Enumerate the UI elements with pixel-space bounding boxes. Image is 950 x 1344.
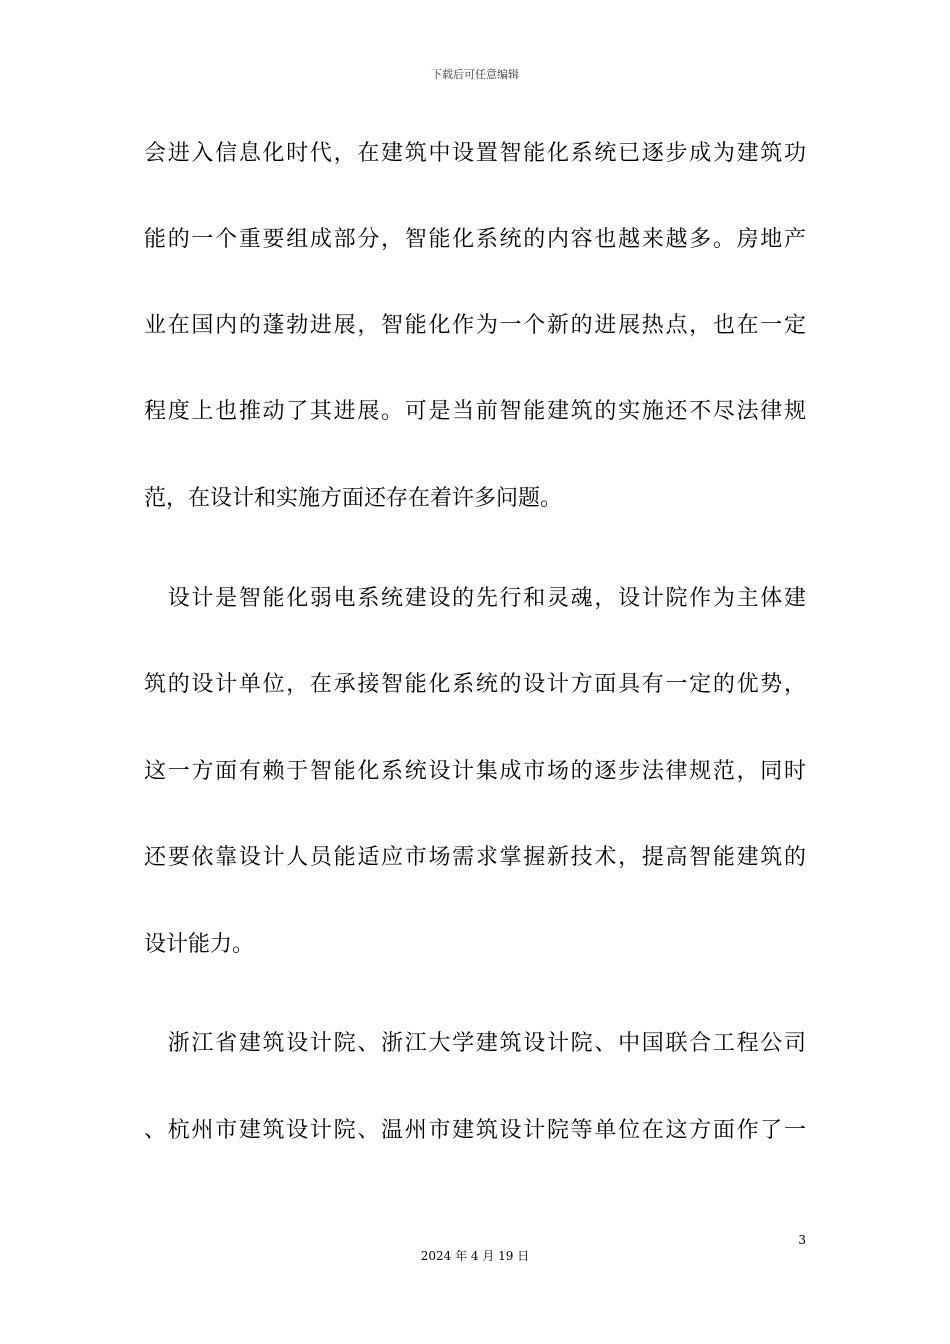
footer-date: 2024 年 4 月 19 日	[420, 1249, 530, 1263]
page-header: 下载后可任意编辑	[431, 68, 519, 81]
paragraph-1-line-5: 范，在设计和实施方面还存在着许多问题。	[144, 486, 563, 511]
paragraph-2-line-3: 这一方面有赖于智能化系统设计集成市场的逐步法律规范，同时	[144, 759, 806, 784]
document-body	[144, 0, 806, 1200]
paragraph-1-line-2: 能的一个重要组成部分，智能化系统的内容也越来越多。房地产	[144, 227, 806, 252]
paragraph-3-line-1: 浙江省建筑设计院、浙江大学建筑设计院、中国联合工程公司	[144, 1031, 806, 1056]
paragraph-2-line-1: 设计是智能化弱电系统建设的先行和灵魂，设计院作为主体建	[144, 586, 806, 611]
paragraph-1-line-3: 业在国内的蓬勃进展，智能化作为一个新的进展热点，也在一定	[144, 313, 806, 338]
paragraph-1-line-1: 会进入信息化时代，在建筑中设置智能化系统已逐步成为建筑功	[144, 141, 806, 166]
paragraph-2-line-4: 还要依靠设计人员能适应市场需求掌握新技术，提高智能建筑的	[144, 845, 806, 870]
paragraph-1-line-4: 程度上也推动了其进展。可是当前智能建筑的实施还不尽法律规	[144, 399, 806, 424]
page-number: 3	[798, 1233, 806, 1247]
paragraph-3-line-2: 、杭州市建筑设计院、温州市建筑设计院等单位在这方面作了一	[144, 1118, 806, 1143]
paragraph-2-line-5: 设计能力。	[144, 932, 255, 957]
paragraph-2-line-2: 筑的设计单位，在承接智能化系统的设计方面具有一定的优势，	[144, 672, 806, 697]
